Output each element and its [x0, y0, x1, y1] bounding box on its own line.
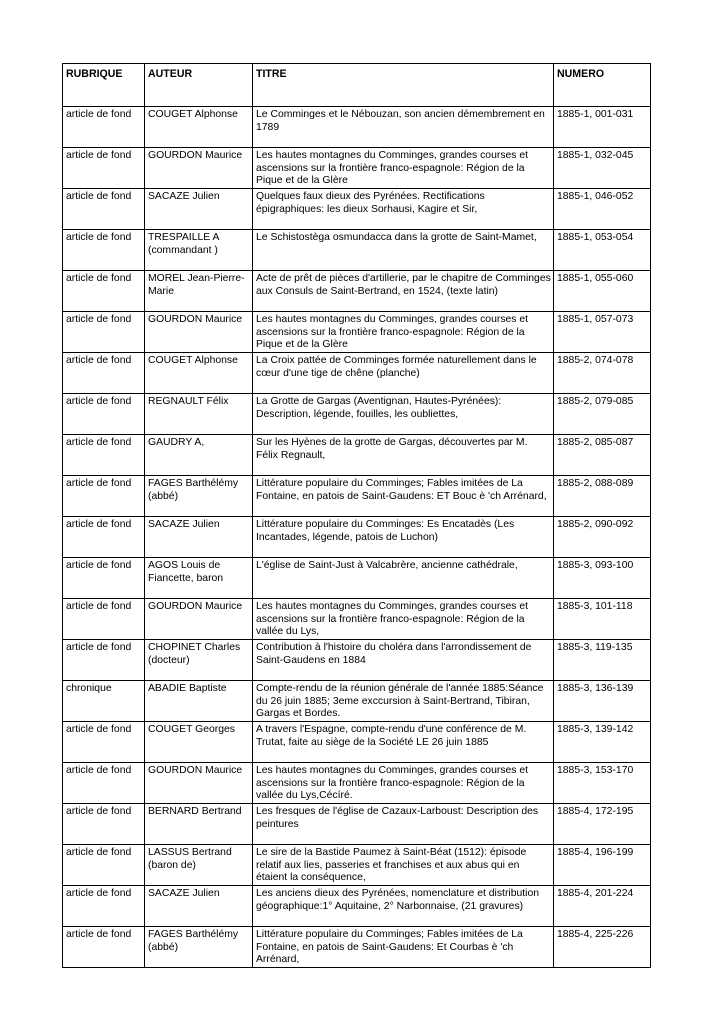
cell-auteur: SACAZE Julien — [145, 886, 253, 927]
table-row — [63, 558, 651, 599]
cell-rubrique: article de fond — [63, 148, 145, 189]
cell-numero: 1885-3, 093-100 — [554, 558, 651, 599]
cell-numero: 1885-1, 032-045 — [554, 148, 651, 189]
cell-rubrique: article de fond — [63, 394, 145, 435]
cell-rubrique: article de fond — [63, 763, 145, 804]
cell-auteur: COUGET Alphonse — [145, 107, 253, 148]
cell-titre: Contribution à l'histoire du choléra dans l'arrondissement de Saint-Gaudens en 1884 — [253, 640, 554, 681]
cell-rubrique: article de fond — [63, 353, 145, 394]
cell-rubrique: article de fond — [63, 476, 145, 517]
cell-numero: 1885-4, 201-224 — [554, 886, 651, 927]
header-titre: TITRE — [253, 64, 554, 107]
cell-numero: 1885-1, 057-073 — [554, 312, 651, 353]
cell-titre: Littérature populaire du Comminges: Es Encatadès (Les Incantades, légende, patois de Luchon) — [253, 517, 554, 558]
cell-titre: Littérature populaire du Comminges; Fables imitées de La Fontaine, en patois de Saint-Gaudens: ET Bouc è 'ch Arrénard, — [253, 476, 554, 517]
table-row — [63, 107, 651, 148]
cell-auteur: SACAZE Julien — [145, 189, 253, 230]
cell-auteur: TRESPAILLE A (commandant ) — [145, 230, 253, 271]
cell-auteur: ABADIE Baptiste — [145, 681, 253, 722]
cell-auteur: REGNAULT Félix — [145, 394, 253, 435]
cell-auteur: FAGES Barthélémy (abbé) — [145, 476, 253, 517]
cell-titre: Les hautes montagnes du Comminges, grandes courses et ascensions sur la frontière franco-espagnole: Région de la Pique et de la Glère — [253, 148, 554, 189]
cell-rubrique: article de fond — [63, 517, 145, 558]
table-row — [63, 353, 651, 394]
cell-auteur: GOURDON Maurice — [145, 763, 253, 804]
table-row — [63, 517, 651, 558]
cell-numero: 1885-4, 225-226 — [554, 927, 651, 968]
cell-numero: 1885-4, 196-199 — [554, 845, 651, 886]
cell-titre: Le Schistostèga osmundacca dans la grotte de Saint-Mamet, — [253, 230, 554, 271]
table-row — [63, 271, 651, 312]
cell-numero: 1885-3, 119-135 — [554, 640, 651, 681]
cell-rubrique: article de fond — [63, 927, 145, 968]
cell-titre: L'église de Saint-Just à Valcabrère, ancienne cathédrale, — [253, 558, 554, 599]
table-row — [63, 476, 651, 517]
cell-numero: 1885-1, 046-052 — [554, 189, 651, 230]
cell-rubrique: article de fond — [63, 804, 145, 845]
cell-numero: 1885-1, 053-054 — [554, 230, 651, 271]
cell-auteur: BERNARD Bertrand — [145, 804, 253, 845]
cell-numero: 1885-4, 172-195 — [554, 804, 651, 845]
cell-titre: Les fresques de l'église de Cazaux-Larboust: Description des peintures — [253, 804, 554, 845]
table-row — [63, 845, 651, 886]
cell-auteur: MOREL Jean-Pierre-Marie — [145, 271, 253, 312]
cell-auteur: GOURDON Maurice — [145, 148, 253, 189]
cell-rubrique: article de fond — [63, 230, 145, 271]
cell-auteur: LASSUS Bertrand (baron de) — [145, 845, 253, 886]
table-row — [63, 886, 651, 927]
cell-titre: Littérature populaire du Comminges; Fables imitées de La Fontaine, en patois de Saint-Gaudens: Et Courbas è 'ch Arrénard, — [253, 927, 554, 968]
table-row — [63, 230, 651, 271]
cell-titre: La Grotte de Gargas (Aventignan, Hautes-Pyrénées): Description, légende, fouilles, les oubliettes, — [253, 394, 554, 435]
cell-auteur: COUGET Alphonse — [145, 353, 253, 394]
cell-rubrique: article de fond — [63, 845, 145, 886]
cell-numero: 1885-2, 090-092 — [554, 517, 651, 558]
cell-titre: Les hautes montagnes du Comminges, grandes courses et ascensions sur la frontière franco-espagnole: Région de la vallée du Lys, — [253, 599, 554, 640]
cell-auteur: AGOS Louis de Fiancette, baron — [145, 558, 253, 599]
cell-rubrique: article de fond — [63, 722, 145, 763]
cell-numero: 1885-3, 139-142 — [554, 722, 651, 763]
cell-numero: 1885-2, 088-089 — [554, 476, 651, 517]
cell-rubrique: article de fond — [63, 189, 145, 230]
cell-rubrique: article de fond — [63, 558, 145, 599]
cell-titre: Compte-rendu de la réunion générale de l'année 1885:Séance du 26 juin 1885; 3eme exccursion à Saint-Bertrand, Tibiran, Gargas et Bordes. — [253, 681, 554, 722]
cell-numero: 1885-3, 153-170 — [554, 763, 651, 804]
cell-titre: Les hautes montagnes du Comminges, grandes courses et ascensions sur la frontière franco-espagnole: Région de la Pique et de la Glère — [253, 312, 554, 353]
cell-numero: 1885-2, 074-078 — [554, 353, 651, 394]
table-body — [63, 107, 651, 968]
cell-numero: 1885-1, 001-031 — [554, 107, 651, 148]
cell-auteur: COUGET Georges — [145, 722, 253, 763]
cell-titre: Sur les Hyènes de la grotte de Gargas, découvertes par M. Félix Regnault, — [253, 435, 554, 476]
table-row — [63, 681, 651, 722]
table-row — [63, 189, 651, 230]
table-row — [63, 804, 651, 845]
cell-rubrique: article de fond — [63, 640, 145, 681]
cell-rubrique: article de fond — [63, 107, 145, 148]
cell-auteur: FAGES Barthélémy (abbé) — [145, 927, 253, 968]
cell-rubrique: article de fond — [63, 312, 145, 353]
header-row — [63, 64, 651, 107]
table-row — [63, 394, 651, 435]
catalog-table — [62, 63, 651, 968]
cell-titre: Les anciens dieux des Pyrénées, nomenclature et distribution géographique:1° Aquitaine, 2° Narbonnaise, (21 gravures) — [253, 886, 554, 927]
cell-rubrique: article de fond — [63, 599, 145, 640]
cell-rubrique: article de fond — [63, 271, 145, 312]
cell-auteur: GOURDON Maurice — [145, 312, 253, 353]
table-row — [63, 763, 651, 804]
cell-auteur: SACAZE Julien — [145, 517, 253, 558]
table-row — [63, 148, 651, 189]
cell-numero: 1885-2, 085-087 — [554, 435, 651, 476]
table-row — [63, 640, 651, 681]
cell-titre: La Croix pattée de Comminges formée naturellement dans le cœur d'une tige de chêne (planche) — [253, 353, 554, 394]
cell-rubrique: chronique — [63, 681, 145, 722]
header-numero: NUMERO — [554, 64, 651, 107]
cell-numero: 1885-1, 055-060 — [554, 271, 651, 312]
cell-titre: Le Comminges et le Nébouzan, son ancien démembrement en 1789 — [253, 107, 554, 148]
cell-auteur: CHOPINET Charles (docteur) — [145, 640, 253, 681]
cell-numero: 1885-3, 136-139 — [554, 681, 651, 722]
table-row — [63, 312, 651, 353]
header-auteur: AUTEUR — [145, 64, 253, 107]
cell-titre: Acte de prêt de pièces d'artillerie, par le chapitre de Comminges aux Consuls de Saint-Bertrand, en 1524, (texte latin) — [253, 271, 554, 312]
header-rubrique: RUBRIQUE — [63, 64, 145, 107]
table-row — [63, 722, 651, 763]
table-row — [63, 599, 651, 640]
cell-auteur: GOURDON Maurice — [145, 599, 253, 640]
cell-numero: 1885-3, 101-118 — [554, 599, 651, 640]
table-row — [63, 927, 651, 968]
cell-titre: Quelques faux dieux des Pyrénées. Rectifications épigraphiques: les dieux Sorhausi, Kagire et Sir, — [253, 189, 554, 230]
cell-titre: A travers l'Espagne, compte-rendu d'une conférence de M. Trutat, faite au siège de la Société LE 26 juin 1885 — [253, 722, 554, 763]
cell-titre: Le sire de la Bastide Paumez à Saint-Béat (1512): épisode relatif aux lies, passeries et franchises et aux abus qui en étaient la conséquence, — [253, 845, 554, 886]
table-row — [63, 435, 651, 476]
cell-auteur: GAUDRY A, — [145, 435, 253, 476]
cell-rubrique: article de fond — [63, 435, 145, 476]
cell-rubrique: article de fond — [63, 886, 145, 927]
cell-numero: 1885-2, 079-085 — [554, 394, 651, 435]
cell-titre: Les hautes montagnes du Comminges, grandes courses et ascensions sur la frontière franco-espagnole: Région de la vallée du Lys,Cécíré. — [253, 763, 554, 804]
